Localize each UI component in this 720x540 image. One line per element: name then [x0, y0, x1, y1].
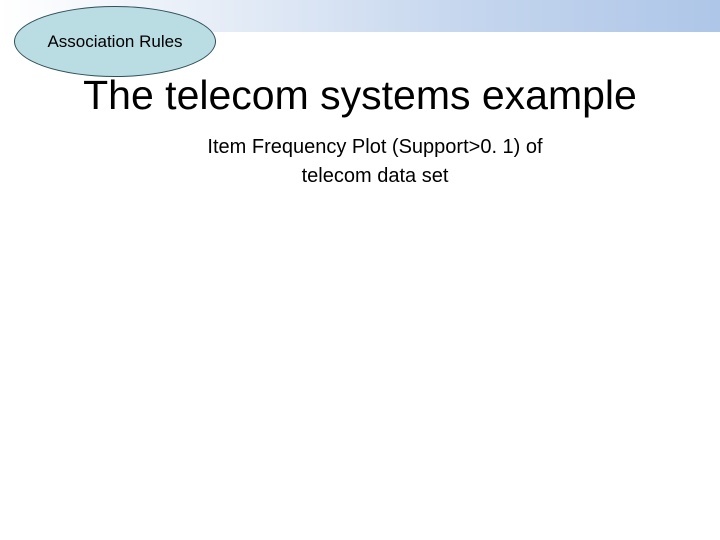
slide-title: The telecom systems example — [83, 72, 637, 118]
plot-area-blank — [60, 200, 660, 520]
section-badge-label: Association Rules — [47, 31, 183, 51]
section-badge — [14, 6, 216, 77]
subtitle-line-1: Item Frequency Plot (Support>0. 1) of — [207, 136, 543, 158]
slide-subtitle — [150, 133, 600, 191]
subtitle-line-2: telecom data set — [301, 165, 449, 187]
